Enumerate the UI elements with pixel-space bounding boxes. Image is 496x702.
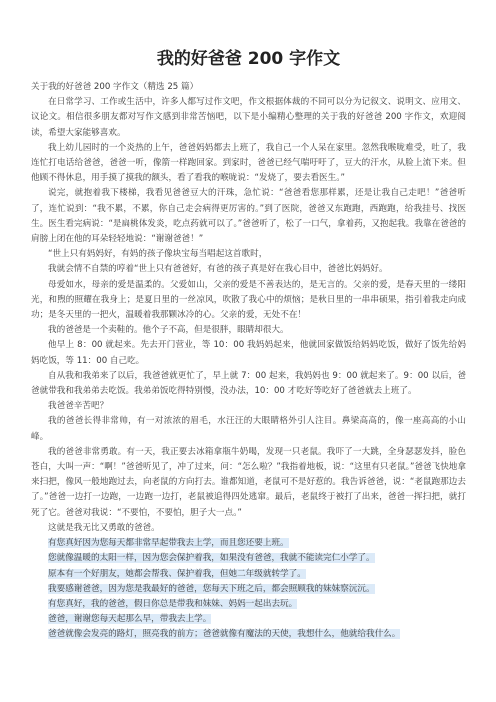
paragraph (31, 597, 466, 612)
paragraph (31, 567, 466, 582)
paragraph (31, 627, 466, 642)
paragraph: 我的爸爸长得非常帅，有一对浓浓的眉毛，水汪汪的大眼睛格外引人注目。鼻梁高高的，像一座高高的小山峰。 (31, 416, 466, 442)
paragraph: 我上幼儿园时的一个炎热的上午，爸爸妈妈都去上班了，我自己一个人呆在家里。忽然我喉咙难受，吐了，我连忙打电话给爸爸，爸爸一听，像箭一样跑回家。到家时，爸爸已经气喘吁吁了，豆大的汗水，从脸上流下来。但他顾不得休息，用手摸了摸我的额头，看了看我的喉咙说：“发烧了，要去看医生。” (31, 142, 466, 184)
highlighted-text: 您就像温暖的太阳一样，因为您会保护着我，如果没有爸爸，我就不能读完仁小学了。 (48, 553, 375, 564)
highlighted-text: 有您真好因为您每天都非常早起带我去上学，而且您还要上班。 (48, 538, 289, 549)
paragraph: 母爱如水，母亲的爱是温柔的。父爱如山，父亲的爱是不善表达的，是无言的。父亲的爱，是春天里的一缕阳光，和煦的照耀在我身上；是夏日里的一丝凉风，吹散了我心中的烦恼；是秋日里的一串串硕果，指引着我走向成功；是冬天里的一把火，温暖着我那颗冰冷的心。父亲的爱，无处不在！ (31, 279, 466, 321)
paragraph: 自从我和我弟来了以后，我爸爸就更忙了，早上就 7：00 起来，我妈妈也 9：00 就起来了。9：00 以后，爸爸就带我和我弟弟去吃饭。我弟弟饭吃得特别慢，没办法，10：00 才吃好等吃好了爸爸就去上班了。 (31, 370, 466, 397)
highlighted-text: 爸爸就像会发亮的路灯，照亮我的前方；爸爸就像有魔法的天使，我想什么，他就给我什么。 (48, 629, 401, 640)
paragraph: 我就会情不自禁的哼着“世上只有爸爸好，有爸的孩子真是好在我心目中，爸爸比妈妈好。 (48, 264, 388, 275)
paragraph: 关于我的好爸爸 200 字作文（精选 25 篇） (31, 82, 199, 92)
paragraph: 我的爸爸非常勇敢。有一天，我正要去冰箱拿瓶牛奶喝，发现一只老鼠。我吓了一大跳，全身瑟瑟发抖，脸色苍白，大叫一声：“啊！”爸爸听见了，冲了过来，问：“怎么啦？”我指着地板，说：“这里有只老鼠。”爸爸飞快地拿来扫把，像风一般地跑过去，向老鼠的方向打去。谁都知道，老鼠可不是好惹的。我告诉爸爸，说：“老鼠跑那边去了。”爸爸一边打一边跑，一边跑一边打，老鼠被追得四处逃窜。最后，老鼠终于被打了出来，爸爸一挥扫把，就打死了它。爸爸对我说：“不要怕，不要怕，胆子大一点。” (31, 446, 466, 518)
paragraph: 说完，就抱着我下楼梯，我看见爸爸豆大的汗珠，急忙说：“爸爸看您那样累，还是让我自己走吧！”爸爸听了，连忙说到：“我不累，不累，你自己走会病得更厉害的。”到了医院，爸爸又东跑跑，西跑跑，给我挂号、找医生。医生看完病说：“是扁桃体发炎，吃点药就可以了。”爸爸听了，松了一口气，拿着药，又抱起我。我靠在爸爸的肩膀上闭在他的耳朵轻轻地说：“谢谢爸爸！” (31, 188, 466, 245)
paragraph: 他早上 8：00 就起来。先去开门营业，等 10：00 我妈妈起来，他就回家做饭给妈妈吃饭，做好了饭先给妈妈吃饭，等 11：00 自己吃。 (31, 340, 466, 366)
paragraph: “世上只有妈妈好，有妈的孩子像块宝每当唱起这首歌时， (48, 249, 268, 260)
paragraph (31, 536, 466, 551)
paragraph (31, 612, 466, 627)
highlighted-text: 我要感谢爸爸，因为您是我最好的爸爸，您每天下班之后，都会照顾我的妹妹察沅沅。 (48, 583, 375, 594)
highlighted-text: 有您真好，我的爸爸，假日你总是带我和妹妹、妈妈一起出去玩。 (48, 598, 298, 609)
paragraph (31, 551, 466, 566)
document-body (31, 80, 466, 643)
paragraph: 我的爸爸是一个卖鞋的。他个子不高，但是很胖，眼睛却很大。 (48, 325, 289, 336)
paragraph: 这就是我无比又勇敢的爸爸。 (48, 522, 160, 533)
paragraph: 我爸爸辛苦吧？ (48, 401, 109, 412)
highlighted-text: 爸爸，谢谢您每天起那么早，带我去上学。 (48, 614, 212, 625)
document-title: 我的好爸爸 200 字作文 (156, 49, 341, 69)
paragraph: 在日常学习、工作或生活中，许多人都写过作文吧，作文根据体裁的不同可以分为记叙文、说明文、应用文、议论文。相信很多朋友都对写作文感到非常苦恼吧，以下是小编精心整理的关于我的好爸爸 200 字作文，欢迎阅读，希望大家能够喜欢。 (31, 97, 466, 138)
paragraph (31, 582, 466, 597)
highlighted-text: 原本有一个好朋友，她都会帮我、保护着我，但她二年级就转学了。 (48, 568, 306, 579)
